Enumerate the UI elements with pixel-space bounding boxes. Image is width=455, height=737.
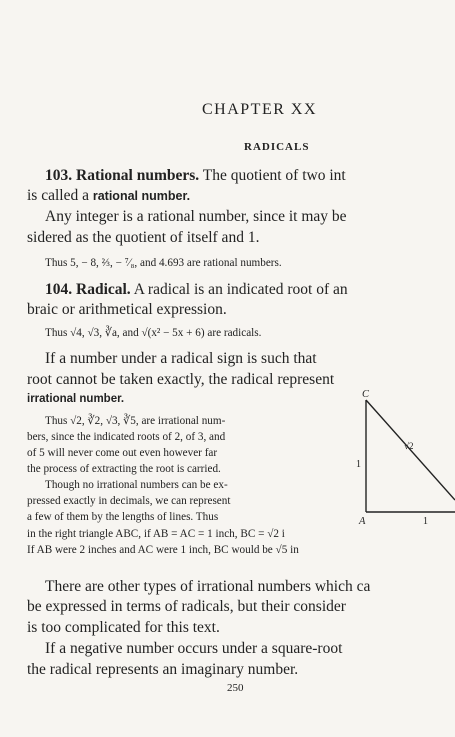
right-triangle-figure bbox=[348, 388, 455, 528]
term-rational-number: rational number. bbox=[92, 189, 191, 203]
section-number-104: 104. bbox=[45, 281, 73, 298]
example-radicals: Thus √4, √3, ∛a, and √(x² − 5x + 6) are radicals. bbox=[45, 327, 262, 339]
irrational-text-1: Thus √2, ∛2, √3, ∛5, are irrational num- bbox=[45, 415, 226, 427]
paragraph-text: The quotient of two int bbox=[202, 167, 346, 184]
irrational-line2: root cannot be taken exactly, the radical represent bbox=[27, 371, 335, 388]
irrational-text-9: If AB were 2 inches and AC were 1 inch, BC would be √5 in bbox=[27, 544, 299, 556]
paragraph-104-line1 bbox=[45, 281, 348, 299]
hypotenuse-label: √2 bbox=[404, 441, 414, 451]
chapter-heading: CHAPTER XX bbox=[202, 101, 318, 118]
section-number-103: 103. bbox=[45, 167, 73, 184]
paragraph-text: is called a bbox=[27, 187, 93, 204]
other-line2: be expressed in terms of radicals, but their consider bbox=[27, 598, 346, 615]
term-irrational-number: irrational number. bbox=[27, 393, 125, 405]
paragraph-103-line1 bbox=[45, 167, 346, 185]
section-heading: RADICALS bbox=[244, 141, 310, 153]
side-label-left: 1 bbox=[356, 459, 361, 470]
other-line4: If a negative number occurs under a square-root bbox=[45, 640, 343, 657]
section-title-rational: Rational numbers. bbox=[76, 167, 200, 184]
irrational-line1: If a number under a radical sign is such that bbox=[45, 350, 317, 367]
irrational-text-3: of 5 will never come out even however far bbox=[27, 447, 218, 459]
paragraph-103-line4: sidered as the quotient of itself and 1. bbox=[27, 229, 260, 246]
section-title-radical: Radical. bbox=[76, 281, 131, 298]
side-label-bottom: 1 bbox=[423, 516, 428, 527]
other-line1: There are other types of irrational numbers which ca bbox=[45, 578, 371, 595]
paragraph-103-line2 bbox=[27, 187, 190, 205]
irrational-text-8: in the right triangle ABC, if AB = AC = 1 inch, BC = √2 i bbox=[27, 528, 285, 540]
paragraph-104-line2: braic or arithmetical expression. bbox=[27, 301, 227, 318]
other-line3: is too complicated for this text. bbox=[27, 619, 220, 636]
paragraph-text: A radical is an indicated root of an bbox=[133, 281, 348, 298]
vertex-label-a: A bbox=[359, 516, 366, 527]
irrational-text-4: the process of extracting the root is carried. bbox=[27, 463, 221, 475]
irrational-text-6: pressed exactly in decimals, we can represent bbox=[27, 495, 231, 507]
irrational-text-2: bers, since the indicated roots of 2, of 3, and bbox=[27, 431, 226, 443]
paragraph-103-line3: Any integer is a rational number, since it may be bbox=[45, 208, 347, 225]
example-rational: Thus 5, − 8, ⅔, − ⁷⁄₈, and 4.693 are rational numbers. bbox=[45, 257, 282, 269]
irrational-text-7: a few of them by the lengths of lines. Thus bbox=[27, 511, 219, 523]
irrational-text-5: Though no irrational numbers can be ex- bbox=[45, 479, 228, 491]
vertex-label-c: C bbox=[362, 389, 370, 400]
other-line5: the radical represents an imaginary number. bbox=[27, 661, 299, 678]
page-number: 250 bbox=[227, 682, 244, 694]
